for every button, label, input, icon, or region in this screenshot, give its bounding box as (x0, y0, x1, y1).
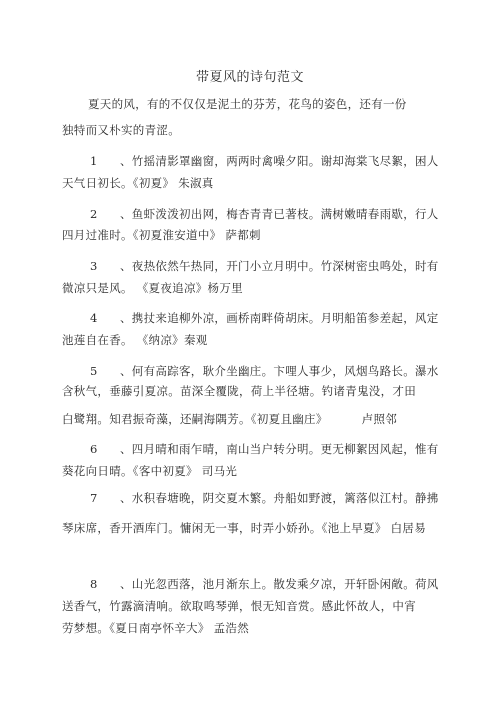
poem-item-8-line-1 (62, 576, 472, 592)
poem-item-4-line-2: 池莲自在香。 《纳凉》秦观 (62, 333, 208, 347)
poem-item-8-line-2: 送香气，竹露滴清响。欲取鸣琴弹，恨无知音赏。感此怀故人，中宵 (62, 599, 416, 613)
poem-item-5-line-2: 含秋气，垂藤引夏凉。苗深全覆陇，荷上半径塘。钓诸青鬼没，才田 (62, 384, 416, 398)
poem-text: 、水积春塘晚，阴交夏木繁。舟船如野渡，篱落似江村。静拂 (120, 491, 439, 505)
poem-item-2-line-2: 四月过准时。《初夏淮安道中》 萨都刺 (62, 228, 261, 242)
poem-item-6-line-2: 葵花向日晴。《客中初夏》 司马光 (62, 464, 238, 478)
poem-item-1-line-2: 天气日初长。《初夏》 朱淑真 (62, 176, 214, 190)
intro-line-2: 独特而又朴实的青涩。 (62, 123, 180, 137)
item-number: 4 (90, 311, 98, 325)
poem-item-7-line-2: 琴床席，香开酒库门。慵闲无一事，时弄小娇孙。《池上早夏》 白居易 (62, 521, 427, 535)
poem-text: 、竹摇清影罩幽窗，两两时禽噪夕阳。谢却海棠飞尽絮，困人 (120, 154, 439, 168)
poem-text: 、山光忽西落，池月渐东上。散发乘夕凉，开轩卧闲敞。荷风 (120, 577, 439, 591)
poem-item-6-line-1 (62, 441, 472, 457)
poem-item-7-line-1 (62, 490, 472, 506)
item-number: 7 (90, 491, 98, 505)
poem-item-8-line-3: 劳梦想。《夏日南亭怀辛大》 孟浩然 (62, 621, 250, 635)
item-number: 8 (90, 577, 98, 591)
item-number: 1 (90, 154, 98, 168)
item-number: 6 (90, 442, 98, 456)
poem-item-3-line-1 (62, 258, 472, 274)
poem-item-3-line-2: 微凉只是风。 《夏夜追凉》杨万里 (62, 281, 243, 295)
poem-text: 白鹭翔。知君振奇藻，还嗣海隅芳。《初夏且幽庄》 (62, 412, 328, 426)
item-number: 5 (90, 364, 98, 378)
item-number: 2 (90, 207, 98, 221)
poem-text: 、夜热依然午热同，开门小立月明中。竹深树密虫鸣处，时有 (120, 259, 439, 273)
document-title: 带夏风的诗句范文 (195, 70, 304, 85)
poem-text: 、何有高踪客，耿介坐幽庄。卞哩人事少，风烟鸟路长。瀑水 (120, 364, 439, 378)
poem-text: 、四月晴和雨乍晴，南山当户转分明。更无柳絮因风起，惟有 (120, 442, 439, 456)
item-number: 3 (90, 259, 98, 273)
intro-line-1: 夏天的风，有的不仅仅是泥土的芬芳，花鸟的姿色，还有一份 (88, 97, 407, 111)
poem-item-2-line-1 (62, 206, 472, 222)
poem-text: 、鱼虾泼泼初出网，梅杏青青已著枝。满树嫩晴春雨歇，行人 (120, 207, 439, 221)
poem-author: 卢照邻 (361, 412, 398, 426)
poem-item-1-line-1 (62, 153, 472, 169)
poem-item-5-line-3 (62, 411, 472, 427)
poem-item-5-line-1 (62, 363, 472, 379)
poem-item-4-line-1 (62, 310, 472, 326)
poem-text: 、携扙来追柳外凉，画桥南畔倚胡床。月明船笛参差起，风定 (120, 311, 439, 325)
